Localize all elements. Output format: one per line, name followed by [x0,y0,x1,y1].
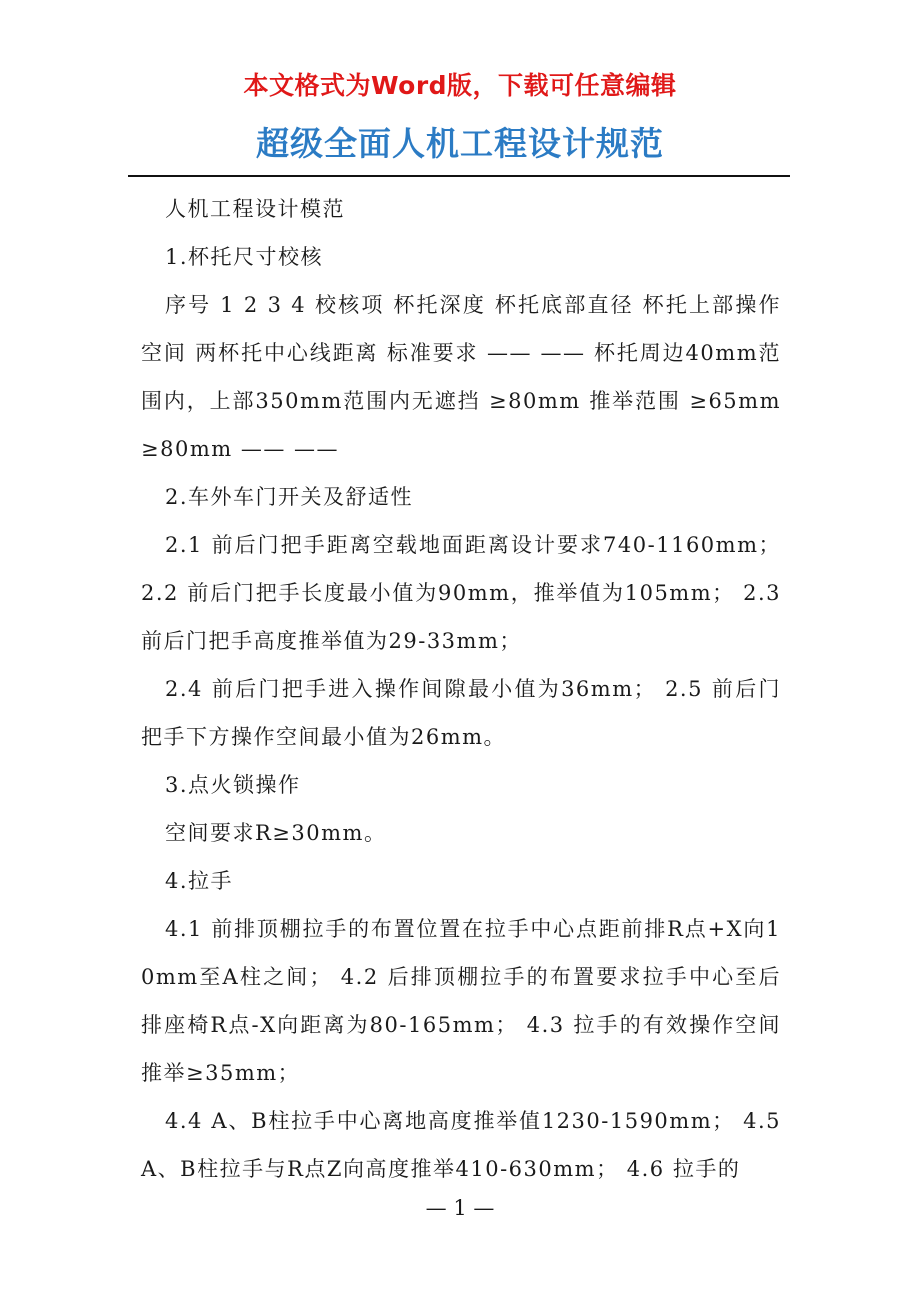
paragraph: 空间要求R≥30mm。 [165,821,387,845]
page-number: — 1 — [425,1196,495,1220]
section-heading: 2.车外车门开关及舒适性 [165,485,414,509]
title-divider [128,175,790,177]
section-heading: 1.杯托尺寸校核 [165,245,324,269]
paragraph: 人机工程设计模范 [165,197,345,221]
paragraph: 2.4 前后门把手进入操作间隙最小值为36mm； 2.5 前后门把手下方操作空间最小值为26mm。 [141,677,781,749]
paragraph: 序号 1 2 3 4 校核项 杯托深度 杯托底部直径 杯托上部操作空间 两杯托中心线距离 标准要求 —— —— 杯托周边40mm范围内，上部350mm范围内无遮挡 ≥80mm 推举范围 ≥65mm ≥80mm —— —— [141,293,781,461]
paragraph: 4.1 前排顶棚拉手的布置位置在拉手中心点距前排R点+X向10mm至A柱之间； 4.2 后排顶棚拉手的布置要求拉手中心至后排座椅R点-X向距离为80-165mm； 4.3 拉手的有效操作空间推举≥35mm； [141,917,781,1085]
document-title: 超级全面人机工程设计规范 [256,124,664,163]
paragraph: 4.4 A、B柱拉手中心离地高度推举值1230-1590mm； 4.5 A、B柱拉手与R点Z向高度推举410-630mm； 4.6 拉手的 [141,1109,781,1181]
section-heading: 3.点火锁操作 [165,773,301,797]
section-heading: 4.拉手 [165,869,234,893]
document-body [141,185,781,1193]
paragraph: 2.1 前后门把手距离空载地面距离设计要求740-1160mm；2.2 前后门把手长度最小值为90mm，推举值为105mm； 2.3 前后门把手高度推举值为29-33mm； [141,533,781,653]
download-notice: 本文格式为Word版，下载可任意编辑 [243,71,677,100]
